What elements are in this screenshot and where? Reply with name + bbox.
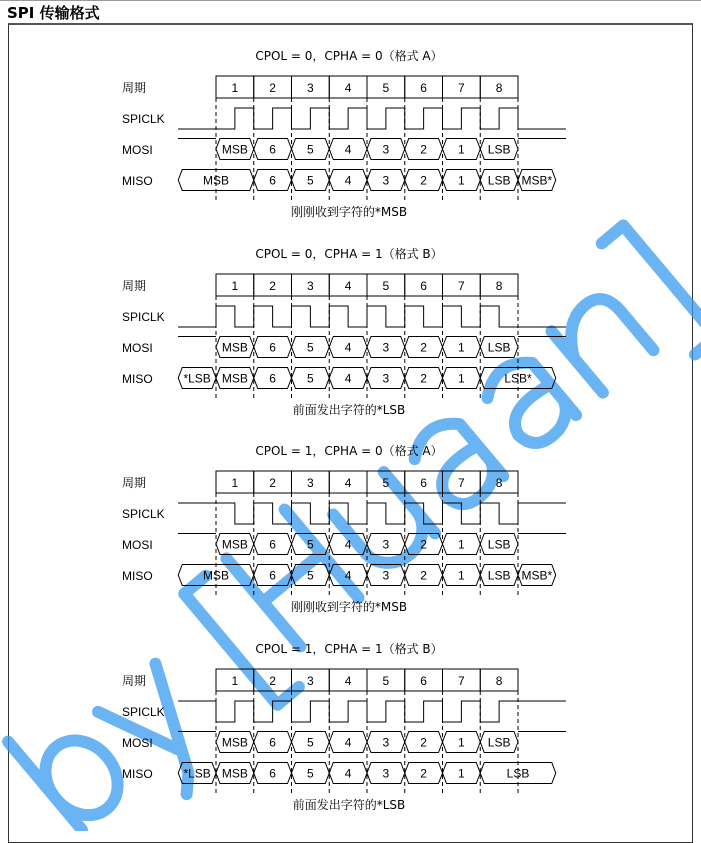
mosi-bit-label: MSB xyxy=(221,537,248,552)
miso-bit-label: 5 xyxy=(307,371,314,386)
miso-bit-label: MSB xyxy=(221,371,248,386)
row-label-spiclk: SPICLK xyxy=(122,507,165,521)
mosi-bit-label: 4 xyxy=(344,340,352,355)
miso-bit-label: 5 xyxy=(307,766,314,781)
mosi-bit-label: MSB xyxy=(221,340,248,355)
watermark-glyph xyxy=(184,576,299,705)
cycle-number: 2 xyxy=(269,476,276,490)
miso-bit-label: MSB xyxy=(202,173,230,188)
miso-bit-label: 1 xyxy=(458,568,465,583)
cycle-number: 7 xyxy=(458,476,465,490)
watermark-glyph xyxy=(551,289,653,393)
miso-bit-label: 5 xyxy=(307,568,314,583)
cycle-number: 2 xyxy=(269,279,276,293)
spiclk-waveform xyxy=(178,108,566,129)
cycle-number: 4 xyxy=(344,81,352,95)
cycle-number: 6 xyxy=(420,674,427,688)
cycle-number: 1 xyxy=(231,279,239,293)
cycle-number: 2 xyxy=(269,81,276,95)
miso-bit-label: 6 xyxy=(269,173,276,188)
mosi-bit-label: 3 xyxy=(382,340,390,355)
row-label-miso: MISO xyxy=(122,767,153,781)
miso-bit-label: 3 xyxy=(382,568,390,583)
miso-bit-label: 2 xyxy=(420,173,427,188)
diagram-caption: 刚刚收到字符的*MSB xyxy=(290,205,408,219)
mosi-bit-label: 3 xyxy=(382,537,390,552)
mosi-bit-label: 2 xyxy=(420,537,427,552)
mosi-bit-label: LSB xyxy=(487,735,511,750)
mosi-bit-label: 5 xyxy=(307,340,314,355)
spiclk-waveform xyxy=(178,306,566,327)
cycle-number: 8 xyxy=(495,674,503,688)
mosi-bit-label: 1 xyxy=(458,537,465,552)
cycle-number: 7 xyxy=(458,674,465,688)
row-label-cycle: 周期 xyxy=(122,476,147,490)
mosi-bit-label: LSB xyxy=(487,142,511,157)
miso-bit-label: MSB* xyxy=(521,173,553,188)
cycle-number: 4 xyxy=(344,279,352,293)
diagram-caption: 刚刚收到字符的*MSB xyxy=(290,600,408,614)
miso-bit-label: LSB xyxy=(487,173,511,188)
cycle-number: 5 xyxy=(382,476,390,490)
miso-bit-label: *LSB xyxy=(183,371,211,386)
cycle-number: 7 xyxy=(458,279,465,293)
cycle-number: 7 xyxy=(458,81,465,95)
row-label-cycle: 周期 xyxy=(122,81,147,95)
row-label-mosi: MOSI xyxy=(122,143,153,157)
mosi-bit-label: 6 xyxy=(269,340,276,355)
mosi-bit-label: 3 xyxy=(382,735,390,750)
cycle-number: 4 xyxy=(344,476,352,490)
mosi-bit-label: MSB xyxy=(221,142,248,157)
watermark xyxy=(8,225,701,831)
miso-bit-label: 1 xyxy=(458,371,465,386)
mosi-bit-label: 2 xyxy=(420,735,427,750)
diagram-title: CPOL = 0，CPHA = 0（格式 A） xyxy=(255,49,443,63)
cycle-number: 2 xyxy=(269,674,276,688)
miso-bit-label: 2 xyxy=(420,568,427,583)
timing-diagram-1 xyxy=(122,48,566,219)
diagram-caption: 前面发出字符的*LSB xyxy=(292,798,406,812)
mosi-bit-label: 2 xyxy=(420,340,427,355)
row-label-miso: MISO xyxy=(122,569,153,583)
cycle-number: 3 xyxy=(307,674,314,688)
row-label-cycle: 周期 xyxy=(122,279,147,293)
mosi-bit-label: 1 xyxy=(458,142,465,157)
miso-bit-label: 6 xyxy=(269,766,276,781)
mosi-bit-label: 1 xyxy=(458,340,465,355)
cycle-number: 8 xyxy=(495,476,503,490)
miso-bit-label: 3 xyxy=(382,371,390,386)
row-label-miso: MISO xyxy=(122,174,153,188)
row-label-mosi: MOSI xyxy=(122,538,153,552)
mosi-bit-label: 5 xyxy=(307,142,314,157)
diagram-title: CPOL = 1，CPHA = 0（格式 A） xyxy=(255,444,443,458)
watermark-glyph xyxy=(407,413,504,513)
miso-bit-label: 1 xyxy=(458,766,465,781)
mosi-bit-label: 3 xyxy=(382,142,390,157)
mosi-bit-label: 5 xyxy=(307,537,314,552)
cycle-number: 6 xyxy=(420,279,427,293)
cycle-number: 6 xyxy=(420,476,427,490)
row-label-cycle: 周期 xyxy=(122,674,147,688)
cycle-number: 3 xyxy=(307,81,314,95)
spiclk-waveform xyxy=(178,503,566,524)
mosi-bit-label: 4 xyxy=(344,735,352,750)
miso-bit-label: 6 xyxy=(269,568,276,583)
mosi-bit-label: 6 xyxy=(269,142,276,157)
mosi-bit-label: 6 xyxy=(269,537,276,552)
miso-bit-label: 4 xyxy=(344,568,352,583)
spiclk-waveform xyxy=(178,701,566,722)
cycle-number: 8 xyxy=(495,81,503,95)
timing-diagram-2 xyxy=(122,246,566,417)
miso-bit-label: 6 xyxy=(269,371,276,386)
miso-bit-label: 4 xyxy=(344,766,352,781)
cycle-number: 6 xyxy=(420,81,427,95)
miso-bit-label: LSB xyxy=(506,766,530,781)
miso-bit-label: LSB* xyxy=(504,371,532,386)
cycle-number: 5 xyxy=(382,279,390,293)
mosi-bit-label: 1 xyxy=(458,735,465,750)
row-label-mosi: MOSI xyxy=(122,341,153,355)
cycle-number: 3 xyxy=(307,279,314,293)
cycle-number: 3 xyxy=(307,476,314,490)
mosi-bit-label: 5 xyxy=(307,735,314,750)
mosi-bit-label: 2 xyxy=(420,142,427,157)
miso-bit-label: *LSB xyxy=(183,766,211,781)
miso-bit-label: 4 xyxy=(344,173,352,188)
section-heading: SPI 传输格式 xyxy=(7,4,100,22)
mosi-bit-label: LSB xyxy=(487,340,511,355)
mosi-bit-label: LSB xyxy=(487,537,511,552)
row-label-spiclk: SPICLK xyxy=(122,310,165,324)
mosi-bit-label: 4 xyxy=(344,142,352,157)
mosi-bit-label: 6 xyxy=(269,735,276,750)
cycle-number: 4 xyxy=(344,674,352,688)
cycle-number: 1 xyxy=(231,81,239,95)
cycle-number: 1 xyxy=(231,674,239,688)
miso-bit-label: MSB* xyxy=(521,568,553,583)
miso-bit-label: MSB xyxy=(202,568,230,583)
diagram-title: CPOL = 1，CPHA = 1（格式 B） xyxy=(255,642,443,656)
miso-bit-label: 4 xyxy=(344,371,352,386)
row-label-miso: MISO xyxy=(122,372,153,386)
miso-bit-label: 1 xyxy=(458,173,465,188)
watermark-glyph xyxy=(602,225,701,354)
row-label-mosi: MOSI xyxy=(122,736,153,750)
miso-bit-label: 5 xyxy=(307,173,314,188)
mosi-bit-label: 4 xyxy=(344,537,352,552)
miso-bit-label: MSB xyxy=(221,766,248,781)
miso-bit-label: LSB xyxy=(487,568,511,583)
cycle-number: 1 xyxy=(231,476,239,490)
row-label-spiclk: SPICLK xyxy=(122,112,165,126)
cycle-number: 8 xyxy=(495,279,503,293)
miso-bit-label: 2 xyxy=(420,371,427,386)
diagram-caption: 前面发出字符的*LSB xyxy=(292,403,406,417)
miso-bit-label: 2 xyxy=(420,766,427,781)
diagram-title: CPOL = 0，CPHA = 1（格式 B） xyxy=(255,247,443,261)
row-label-spiclk: SPICLK xyxy=(122,705,165,719)
cycle-number: 5 xyxy=(382,674,390,688)
miso-bit-label: 3 xyxy=(382,173,390,188)
cycle-number: 5 xyxy=(382,81,390,95)
mosi-bit-label: MSB xyxy=(221,735,248,750)
miso-bit-label: 3 xyxy=(382,766,390,781)
